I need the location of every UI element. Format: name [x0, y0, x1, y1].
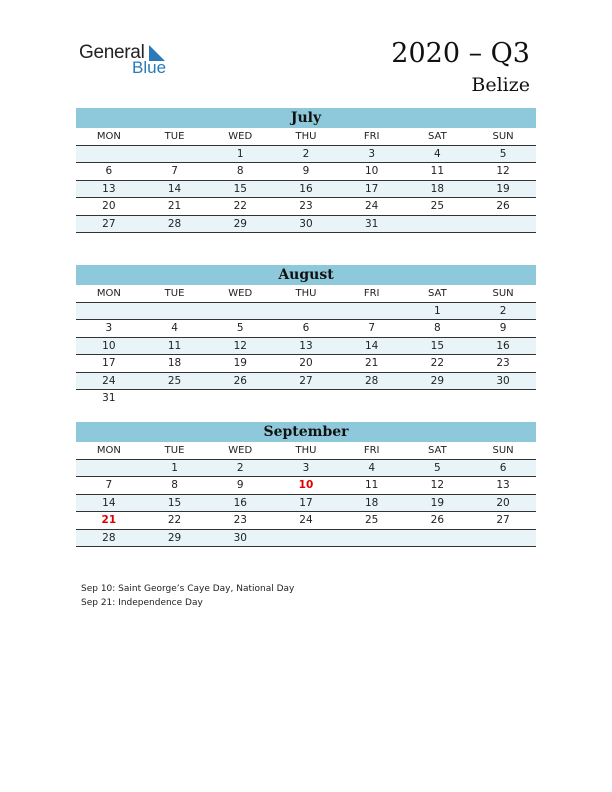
date-cell: 3	[105, 322, 113, 335]
date-cell: 25	[167, 374, 182, 387]
weekday-label: MON	[96, 288, 121, 299]
date-cell: 28	[102, 531, 116, 544]
date-cell: 14	[167, 182, 182, 195]
date-cell: 15	[430, 339, 445, 352]
date-cell: 11	[364, 479, 379, 492]
date-cell	[142, 146, 208, 162]
weekday-label: SUN	[492, 288, 514, 299]
date-cell: 19	[496, 182, 510, 195]
date-cell	[405, 216, 471, 232]
date-cell: 15	[167, 496, 182, 509]
date-cell	[76, 146, 142, 162]
date-cell: 19	[233, 357, 247, 370]
date-cell: 24	[299, 514, 313, 527]
date-cell: 29	[167, 531, 182, 544]
week-row	[76, 355, 536, 372]
logo-word-blue: Blue	[132, 58, 167, 77]
weekday-label: SAT	[428, 288, 447, 299]
date-cell: 30	[299, 217, 313, 230]
date-cell: 14	[364, 339, 379, 352]
date-cell: 31	[364, 217, 379, 230]
date-cell: 8	[171, 479, 178, 492]
week-row	[76, 320, 536, 337]
weekday-label: WED	[228, 131, 253, 142]
date-cell: 17	[364, 182, 379, 195]
date-cell: 11	[167, 339, 182, 352]
date-cell: 16	[496, 339, 510, 352]
date-cell: 18	[430, 182, 445, 195]
date-cell: 4	[368, 462, 375, 474]
date-cell: 21	[167, 200, 182, 213]
date-cell: 17	[299, 496, 313, 509]
week-row	[76, 373, 536, 390]
date-cell: 16	[233, 496, 247, 509]
weekday-label: MON	[96, 445, 121, 456]
month-title: August	[76, 265, 536, 285]
date-cell: 27	[102, 217, 116, 230]
date-cell: 4	[434, 148, 441, 160]
date-cell: 5	[434, 462, 441, 474]
date-cell	[339, 530, 405, 546]
weekday-label: TUE	[164, 445, 185, 456]
date-cell	[405, 530, 471, 546]
page-title: 2020 – Q3	[391, 38, 530, 69]
weekday-label: SUN	[492, 131, 514, 142]
date-cell: 31	[102, 391, 116, 404]
holiday-date-cell: 21	[101, 514, 117, 527]
date-cell: 23	[233, 514, 247, 527]
date-cell: 30	[233, 531, 247, 544]
date-cell: 26	[430, 514, 445, 527]
week-row	[76, 530, 536, 547]
date-cell: 9	[302, 165, 310, 178]
date-cell: 5	[236, 322, 244, 335]
date-cell: 15	[233, 182, 247, 195]
date-cell: 5	[499, 148, 507, 160]
date-cell	[470, 390, 536, 407]
date-cell: 1	[236, 148, 244, 160]
date-cell: 3	[302, 462, 310, 474]
holiday-note: Sep 10: Saint George’s Caye Day, National Day	[81, 584, 295, 594]
date-cell: 24	[364, 200, 379, 213]
date-cell: 10	[364, 165, 379, 178]
week-row	[76, 495, 536, 512]
date-cell: 14	[102, 496, 116, 509]
date-cell: 7	[105, 479, 113, 492]
date-cell	[273, 530, 339, 546]
weekday-label: TUE	[164, 288, 185, 299]
date-cell: 18	[364, 496, 379, 509]
date-cell: 11	[430, 165, 445, 178]
date-cell: 20	[299, 357, 313, 370]
date-cell: 22	[167, 514, 182, 527]
date-cell: 13	[496, 479, 510, 492]
logo-word-general: General	[79, 42, 145, 63]
date-cell: 28	[364, 374, 379, 387]
weekday-label: TUE	[164, 131, 185, 142]
weekday-header-row	[76, 285, 536, 303]
weekday-label: FRI	[363, 131, 380, 142]
date-cell: 21	[364, 357, 379, 370]
date-cell: 8	[434, 322, 441, 335]
date-cell: 6	[302, 322, 310, 335]
date-cell	[207, 390, 273, 407]
month-title: July	[76, 108, 536, 128]
weekday-label: THU	[295, 445, 317, 456]
weekday-label: THU	[295, 288, 317, 299]
date-cell: 12	[233, 339, 247, 352]
date-cell: 6	[105, 165, 113, 178]
date-cell: 28	[167, 217, 182, 230]
weekday-label: WED	[228, 445, 253, 456]
weekday-label: MON	[96, 131, 121, 142]
week-row	[76, 303, 536, 320]
date-cell	[339, 390, 405, 407]
date-cell	[405, 390, 471, 407]
date-cell: 29	[430, 374, 445, 387]
date-cell: 30	[496, 374, 510, 387]
holiday-note: Sep 21: Independence Day	[81, 598, 203, 608]
date-cell: 12	[496, 165, 510, 178]
holiday-notes	[81, 582, 294, 610]
weekday-header-row	[76, 442, 536, 460]
weekday-header-row	[76, 128, 536, 146]
date-cell: 20	[102, 200, 116, 213]
date-cell	[273, 390, 339, 407]
date-cell: 22	[430, 357, 445, 370]
date-cell: 3	[368, 148, 375, 160]
week-row	[76, 390, 536, 407]
date-cell: 25	[364, 514, 379, 527]
month-august	[76, 265, 536, 407]
holiday-date-cell: 10	[298, 479, 314, 492]
date-cell	[142, 303, 208, 319]
date-cell	[273, 303, 339, 319]
date-cell: 7	[368, 322, 375, 335]
week-row	[76, 338, 536, 355]
date-cell: 7	[171, 165, 178, 178]
weekday-label: SUN	[492, 445, 514, 456]
weekday-label: SAT	[428, 131, 447, 142]
date-cell: 17	[102, 357, 116, 370]
date-cell: 13	[299, 339, 313, 352]
date-cell: 29	[233, 217, 247, 230]
date-cell: 26	[233, 374, 247, 387]
date-cell	[76, 460, 142, 476]
date-cell	[207, 303, 273, 319]
date-cell: 27	[299, 374, 313, 387]
date-cell: 19	[430, 496, 445, 509]
date-cell	[470, 530, 536, 546]
date-cell: 25	[430, 200, 445, 213]
month-title: September	[76, 422, 536, 442]
week-row	[76, 181, 536, 198]
weekday-label: THU	[295, 131, 317, 142]
date-cell: 23	[299, 200, 313, 213]
weekday-label: SAT	[428, 445, 447, 456]
date-cell: 6	[499, 462, 507, 474]
country-name: Belize	[471, 74, 530, 96]
date-cell: 16	[299, 182, 313, 195]
date-cell	[470, 216, 536, 232]
date-cell: 1	[434, 305, 441, 317]
date-cell: 10	[102, 339, 116, 352]
week-row	[76, 216, 536, 233]
month-july	[76, 108, 536, 233]
week-row	[76, 163, 536, 180]
weekday-label: FRI	[363, 445, 380, 456]
date-cell: 27	[496, 514, 510, 527]
month-september	[76, 422, 536, 547]
date-cell	[339, 303, 405, 319]
week-row	[76, 512, 536, 529]
date-cell: 2	[302, 148, 310, 160]
weekday-label: FRI	[363, 288, 380, 299]
date-cell: 26	[496, 200, 510, 213]
date-cell: 2	[236, 462, 244, 474]
date-cell: 4	[171, 322, 178, 335]
date-cell: 9	[236, 479, 244, 492]
week-row	[76, 460, 536, 477]
date-cell: 2	[499, 305, 507, 317]
date-cell: 9	[499, 322, 507, 335]
date-cell: 23	[496, 357, 510, 370]
date-cell: 24	[102, 374, 116, 387]
date-cell: 8	[236, 165, 244, 178]
date-cell: 22	[233, 200, 247, 213]
week-row	[76, 146, 536, 163]
date-cell	[76, 303, 142, 319]
week-row	[76, 477, 536, 494]
week-row	[76, 198, 536, 215]
date-cell: 13	[102, 182, 116, 195]
date-cell	[142, 390, 208, 407]
date-cell: 18	[167, 357, 182, 370]
date-cell: 12	[430, 479, 445, 492]
logo	[79, 42, 179, 78]
date-cell: 20	[496, 496, 510, 509]
weekday-label: WED	[228, 288, 253, 299]
date-cell: 1	[171, 462, 178, 474]
